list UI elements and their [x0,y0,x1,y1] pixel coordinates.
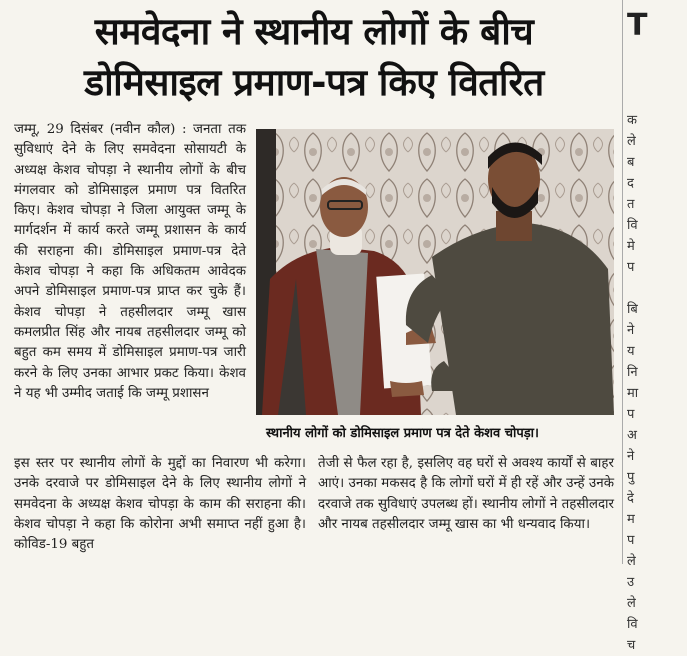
article-column-1-continued: इस स्तर पर स्थानीय लोगों के मुद्दों का निवारण भी करेगा। उनके दरवाजे पर डोमिसाइल देने के लिए स्थानीय लोगों ने समवेदना के अध्यक्ष केशव चोपड़ा के काम की सराहना की। केशव चोपड़ा ने कहा कि कोरोना अभी समाप्त नहीं हुआ है। कोविड-19 बहुत [14,456,306,553]
photo-illustration [256,129,614,415]
headline-line-1: समवेदना ने स्थानीय लोगों के बीच [94,10,534,53]
headline-line-2: डोमिसाइल प्रमाण-पत्र किए वितरित [84,61,544,104]
headline [14,6,614,108]
news-photo [256,129,614,415]
adjacent-headline-fragment: T [627,8,648,43]
article-column-1: जम्मू, 29 दिसंबर (नवीन कौल) : जनता तक सुविधाएं देने के लिए समवेदना सोसायटी के अध्यक्ष केशव चोपड़ा ने स्थानीय लोगों के बीच मंगलवार को डोमिसाइल प्रमाण पत्र वितरित किए। केशव चोपड़ा ने जिला आयुक्त जम्मू के मार्गदर्शन में कार्य करते जम्मू प्रशासन के कार्य की सराहना की। डोमिसाइल प्रमाण-पत्र देते केशव चोपड़ा ने कहा कि अधिकतम आवेदक अपने डोमिसाइल प्रमाण-पत्र प्राप्त कर चुके हैं। केशव चोपड़ा ने तहसीलदार जम्मू खास कमलप्रीत सिंह और नायब तहसीलदार जम्मू को बहुत कम समय में डोमिसाइल प्रमाण-पत्र जारी करने के लिए उनका आभार प्रकट किया। केशव ने यह भी उम्मीद जताई कि जम्मू प्रशासन [14,122,246,401]
adjacent-text-fragment: क ले ब द त वि मे प बि ने य नि मा प अ ने पु दे म प ले उ ले वि च [627,113,639,653]
article-column-2: तेजी से फैल रहा है, इसलिए वह घरों से अवश्य कार्यों से बाहर आएं। उनका मकसद है कि लोगों घरों में ही रहें और उन्हें उनके दरवाजे तक सुविधाएं उपलब्ध हों। स्थानीय लोगों ने तहसीलदार और नायब तहसीलदार जम्मू खास का भी धन्यवाद किया। [318,456,614,532]
adjacent-article-edge [622,0,648,653]
photo-caption: स्थानीय लोगों को डोमिसाइल प्रमाण पत्र देते केशव चोपड़ा। [266,426,539,441]
